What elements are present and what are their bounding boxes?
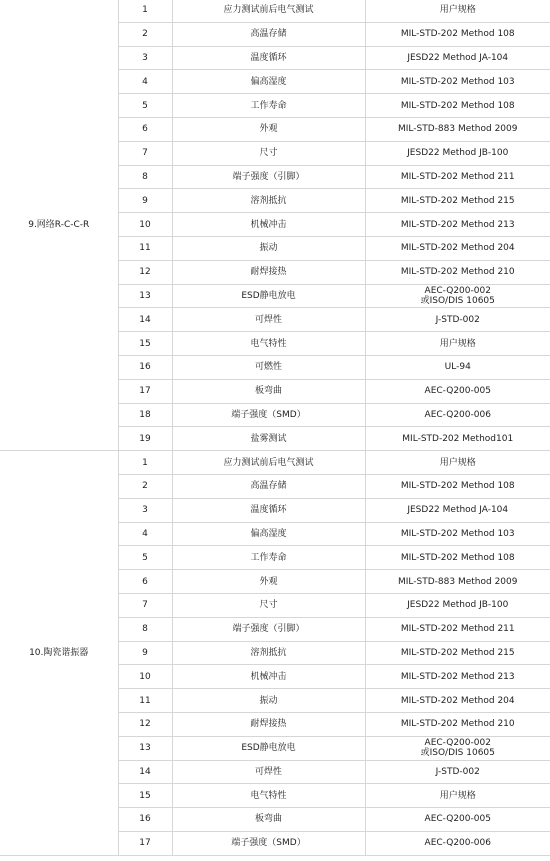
standard-line: MIL-STD-202 Method 108: [400, 481, 515, 492]
test-item-cell: 耐焊接热: [172, 260, 365, 284]
test-number-cell: 6: [118, 570, 172, 594]
test-item-cell: 电气特性: [172, 784, 365, 808]
test-item-cell: 振动: [172, 689, 365, 713]
test-standard-cell: [365, 641, 550, 665]
standard-line: AEC-Q200-006: [424, 838, 491, 849]
test-number-cell: 17: [118, 831, 172, 855]
test-item-cell: 尺寸: [172, 141, 365, 165]
standard-line: J-STD-002: [435, 766, 480, 777]
test-number-cell: 12: [118, 260, 172, 284]
test-number-cell: 16: [118, 355, 172, 379]
test-item-cell: 端子强度（引脚）: [172, 617, 365, 641]
standard-line: MIL-STD-202 Method 213: [400, 671, 515, 682]
test-item-cell: 偏高湿度: [172, 522, 365, 546]
standard-line: MIL-STD-883 Method 2009: [398, 576, 518, 587]
test-number-cell: 2: [118, 474, 172, 498]
test-item-cell: 高温存储: [172, 474, 365, 498]
standard-line: 用户规格: [439, 5, 476, 16]
standard-line: MIL-STD-202 Method 210: [400, 267, 515, 278]
test-item-cell: 端子强度（SMD）: [172, 403, 365, 427]
standard-line: MIL-STD-202 Method 213: [400, 219, 515, 230]
test-standard-cell: [365, 70, 550, 94]
test-standard-cell: [365, 593, 550, 617]
test-item-cell: 盐雾测试: [172, 427, 365, 451]
standard-line: MIL-STD-202 Method 211: [400, 171, 515, 182]
standard-line: MIL-STD-202 Method 210: [400, 719, 515, 730]
test-number-cell: 9: [118, 641, 172, 665]
table-row: [0, 0, 550, 22]
standard-line: MIL-STD-202 Method 204: [400, 695, 515, 706]
test-standard-cell: [365, 784, 550, 808]
group-name-cell: 9.网络R-C-C-R: [0, 0, 118, 451]
standard-line: JESD22 Method JA-104: [407, 505, 509, 516]
test-item-cell: 工作寿命: [172, 94, 365, 118]
standard-line: MIL-STD-202 Method 211: [400, 624, 515, 635]
test-item-cell: 可焊性: [172, 760, 365, 784]
standard-line: 用户规格: [439, 457, 476, 468]
standard-line: 用户规格: [439, 790, 476, 801]
standard-line: MIL-STD-202 Method 108: [400, 29, 515, 40]
standard-line: AEC-Q200-005: [424, 386, 491, 397]
test-standard-cell: [365, 355, 550, 379]
standard-line: AEC-Q200-006: [424, 409, 491, 420]
standard-line: MIL-STD-202 Method101: [402, 433, 514, 444]
test-standard-cell: [365, 522, 550, 546]
test-item-cell: 温度循环: [172, 498, 365, 522]
standard-line: MIL-STD-202 Method 204: [400, 243, 515, 254]
test-item-cell: 外观: [172, 570, 365, 594]
test-item-cell: 耐焊接热: [172, 712, 365, 736]
test-standard-cell: [365, 165, 550, 189]
test-item-cell: 振动: [172, 236, 365, 260]
standard-line: JESD22 Method JB-100: [407, 600, 509, 611]
test-number-cell: 8: [118, 617, 172, 641]
test-number-cell: 7: [118, 141, 172, 165]
test-item-cell: 温度循环: [172, 46, 365, 70]
test-standard-cell: [365, 546, 550, 570]
test-item-cell: 外观: [172, 117, 365, 141]
standard-line: MIL-STD-202 Method 215: [400, 647, 515, 658]
test-item-cell: 溶剂抵抗: [172, 189, 365, 213]
table-row: [0, 451, 550, 475]
test-standard-cell: [365, 46, 550, 70]
test-item-cell: ESD静电放电: [172, 284, 365, 308]
test-item-cell: 应力测试前后电气测试: [172, 451, 365, 475]
test-item-cell: 电气特性: [172, 332, 365, 356]
standard-line: 或ISO/DIS 10605: [420, 295, 495, 306]
test-number-cell: 3: [118, 498, 172, 522]
test-item-cell: 应力测试前后电气测试: [172, 0, 365, 22]
test-number-cell: 1: [118, 0, 172, 22]
test-standard-cell: [365, 189, 550, 213]
test-standard-cell: [365, 213, 550, 237]
test-item-cell: 高温存储: [172, 22, 365, 46]
test-item-cell: 可焊性: [172, 308, 365, 332]
test-item-cell: 机械冲击: [172, 213, 365, 237]
standard-line: JESD22 Method JB-100: [407, 148, 509, 159]
test-item-cell: 端子强度（SMD）: [172, 831, 365, 855]
standard-line: MIL-STD-202 Method 108: [400, 100, 515, 111]
standard-line: UL-94: [444, 362, 471, 373]
test-number-cell: 13: [118, 284, 172, 308]
standard-line: MIL-STD-883 Method 2009: [398, 124, 518, 135]
test-standard-cell: [365, 403, 550, 427]
test-number-cell: 6: [118, 117, 172, 141]
test-number-cell: 2: [118, 22, 172, 46]
test-number-cell: 4: [118, 522, 172, 546]
test-standard-cell: [365, 284, 550, 308]
group-name-cell: 10.陶瓷谐振器: [0, 451, 118, 856]
test-standard-cell: [365, 474, 550, 498]
standard-line: MIL-STD-202 Method 215: [400, 195, 515, 206]
test-number-cell: 14: [118, 308, 172, 332]
test-standard-cell: [365, 760, 550, 784]
test-standard-cell: [365, 22, 550, 46]
standard-line: MIL-STD-202 Method 108: [400, 552, 515, 563]
test-standard-cell: [365, 332, 550, 356]
test-item-cell: 端子强度（引脚）: [172, 165, 365, 189]
test-number-cell: 9: [118, 189, 172, 213]
test-standard-cell: [365, 831, 550, 855]
test-item-cell: 机械冲击: [172, 665, 365, 689]
standard-line: J-STD-002: [435, 314, 480, 325]
test-standard-cell: [365, 0, 550, 22]
test-item-cell: 板弯曲: [172, 379, 365, 403]
test-standard-cell: [365, 665, 550, 689]
test-number-cell: 19: [118, 427, 172, 451]
test-number-cell: 11: [118, 236, 172, 260]
test-item-cell: ESD静电放电: [172, 736, 365, 760]
test-standard-cell: [365, 427, 550, 451]
test-number-cell: 5: [118, 94, 172, 118]
test-number-cell: 16: [118, 808, 172, 832]
standard-line: AEC-Q200-002: [424, 285, 491, 296]
test-number-cell: 15: [118, 332, 172, 356]
standard-line: MIL-STD-202 Method 103: [400, 528, 515, 539]
test-item-cell: 偏高湿度: [172, 70, 365, 94]
test-number-cell: 12: [118, 712, 172, 736]
test-standard-cell: [365, 617, 550, 641]
test-item-cell: 溶剂抵抗: [172, 641, 365, 665]
test-standard-cell: [365, 570, 550, 594]
test-number-cell: 5: [118, 546, 172, 570]
test-standard-cell: [365, 94, 550, 118]
test-standard-cell: [365, 379, 550, 403]
test-standard-cell: [365, 141, 550, 165]
test-number-cell: 17: [118, 379, 172, 403]
test-standard-cell: [365, 689, 550, 713]
test-standard-cell: [365, 260, 550, 284]
test-item-cell: 可燃性: [172, 355, 365, 379]
test-standard-cell: [365, 451, 550, 475]
test-item-cell: 尺寸: [172, 593, 365, 617]
test-standard-cell: [365, 498, 550, 522]
test-number-cell: 4: [118, 70, 172, 94]
test-number-cell: 7: [118, 593, 172, 617]
standard-line: 用户规格: [439, 338, 476, 349]
test-standard-cell: [365, 808, 550, 832]
test-number-cell: 15: [118, 784, 172, 808]
test-item-cell: 板弯曲: [172, 808, 365, 832]
test-number-cell: 14: [118, 760, 172, 784]
standard-line: MIL-STD-202 Method 103: [400, 76, 515, 87]
standard-line: AEC-Q200-002: [424, 738, 491, 749]
test-standard-cell: [365, 236, 550, 260]
test-number-cell: 8: [118, 165, 172, 189]
test-standard-cell: [365, 308, 550, 332]
standard-line: AEC-Q200-005: [424, 814, 491, 825]
test-standard-cell: [365, 117, 550, 141]
test-item-cell: 工作寿命: [172, 546, 365, 570]
test-standard-cell: [365, 712, 550, 736]
test-number-cell: 13: [118, 736, 172, 760]
test-standard-cell: [365, 736, 550, 760]
standard-line: JESD22 Method JA-104: [407, 52, 509, 63]
test-number-cell: 10: [118, 213, 172, 237]
standard-line: 或ISO/DIS 10605: [420, 748, 495, 759]
test-number-cell: 10: [118, 665, 172, 689]
test-number-cell: 11: [118, 689, 172, 713]
test-number-cell: 18: [118, 403, 172, 427]
test-number-cell: 1: [118, 451, 172, 475]
test-number-cell: 3: [118, 46, 172, 70]
